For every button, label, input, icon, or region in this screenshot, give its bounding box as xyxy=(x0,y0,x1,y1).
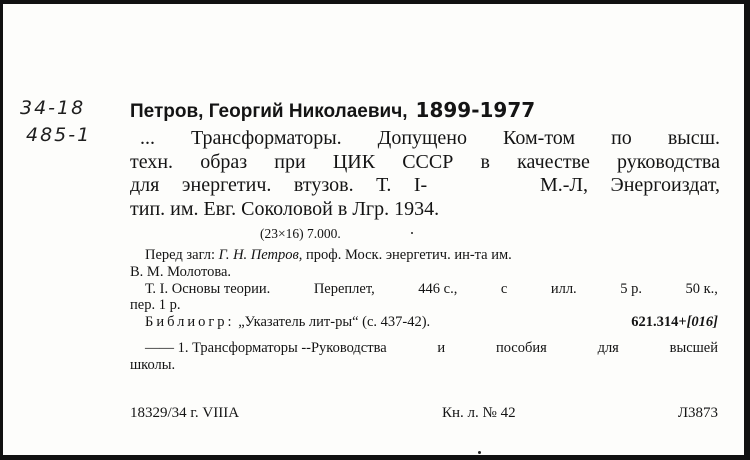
title-note-line-2: В. М. Молотова. xyxy=(130,263,232,280)
title-note-name: Г. Н. Петров, xyxy=(218,247,303,263)
volume-note-line-1 xyxy=(130,281,718,298)
title-note-rest: проф. Моск. энергетич. ин-та им. xyxy=(306,247,512,263)
subject-word-manuals: пособия xyxy=(495,339,547,356)
volume-title: Т. I. Основы теории. xyxy=(145,280,271,297)
bibliography-line xyxy=(130,314,718,331)
volume-price-kop: 50 к., xyxy=(685,280,718,297)
format-size: (23×16) 7.000. xyxy=(260,226,341,241)
notes xyxy=(130,247,718,374)
scan-edge-right xyxy=(744,0,750,460)
subject-line-1 xyxy=(130,340,718,357)
description-line-4: тип. им. Евг. Соколовой в Лгр. 1934. xyxy=(130,197,440,220)
card-footer xyxy=(130,405,718,425)
title-note-prefix: Перед загл: xyxy=(145,247,216,263)
volume-pages: 446 с., xyxy=(418,280,458,297)
shelfmark-line-1: 34-18 xyxy=(20,97,86,119)
shelfmark-line-2: 485-1 xyxy=(26,124,92,146)
description-line-1: ... Трансформаторы. Допущено Ком-том по высш. xyxy=(140,127,720,149)
author-heading xyxy=(130,98,535,123)
author-dates: 1899-1977 xyxy=(415,98,536,122)
udc-index xyxy=(631,314,718,331)
description xyxy=(130,127,720,221)
author-name: Петров, Георгий Николаевич, xyxy=(130,101,408,122)
order-code: Л3873 xyxy=(677,405,718,421)
bibliography-note xyxy=(145,314,430,331)
volume-with: с xyxy=(500,280,508,297)
scan-edge-top xyxy=(0,0,750,4)
description-line-2: техн. образ при ЦИК СССР в качестве руководства xyxy=(130,150,720,173)
subject-word-higher: высшей xyxy=(669,339,718,356)
scan-edge-left xyxy=(0,0,3,460)
volume-binding: Переплет, xyxy=(313,280,375,297)
bibliography-text: „Указатель лит-ры“ (с. 437-42). xyxy=(238,314,431,331)
volume-price-rub: 5 р. xyxy=(620,280,642,297)
scan-speck xyxy=(478,451,481,454)
registration-number: 18329/34 г. VIIIA xyxy=(130,405,240,421)
subject-main: —— 1. Трансформаторы --Руководства xyxy=(145,339,387,356)
volume-illustrations: илл. xyxy=(550,280,577,297)
title-note xyxy=(130,247,718,264)
subject-word-for: для xyxy=(597,339,619,356)
udc-main: 621.314+ xyxy=(631,314,687,331)
udc-extra: [016] xyxy=(686,314,718,331)
subject-word-and: и xyxy=(437,339,446,356)
bibliography-label: Библиогр: xyxy=(145,314,235,331)
book-chamber-number: Кн. л. № 42 xyxy=(442,405,516,421)
scan-speck xyxy=(411,232,413,234)
description-line-3: для энергетич. втузов. Т. I- М.-Л, Энергоиздат, xyxy=(130,174,720,196)
scan-edge-bottom xyxy=(0,455,750,460)
subject-line-2: школы. xyxy=(130,356,176,373)
volume-note-line-2: пер. 1 р. xyxy=(130,297,181,314)
